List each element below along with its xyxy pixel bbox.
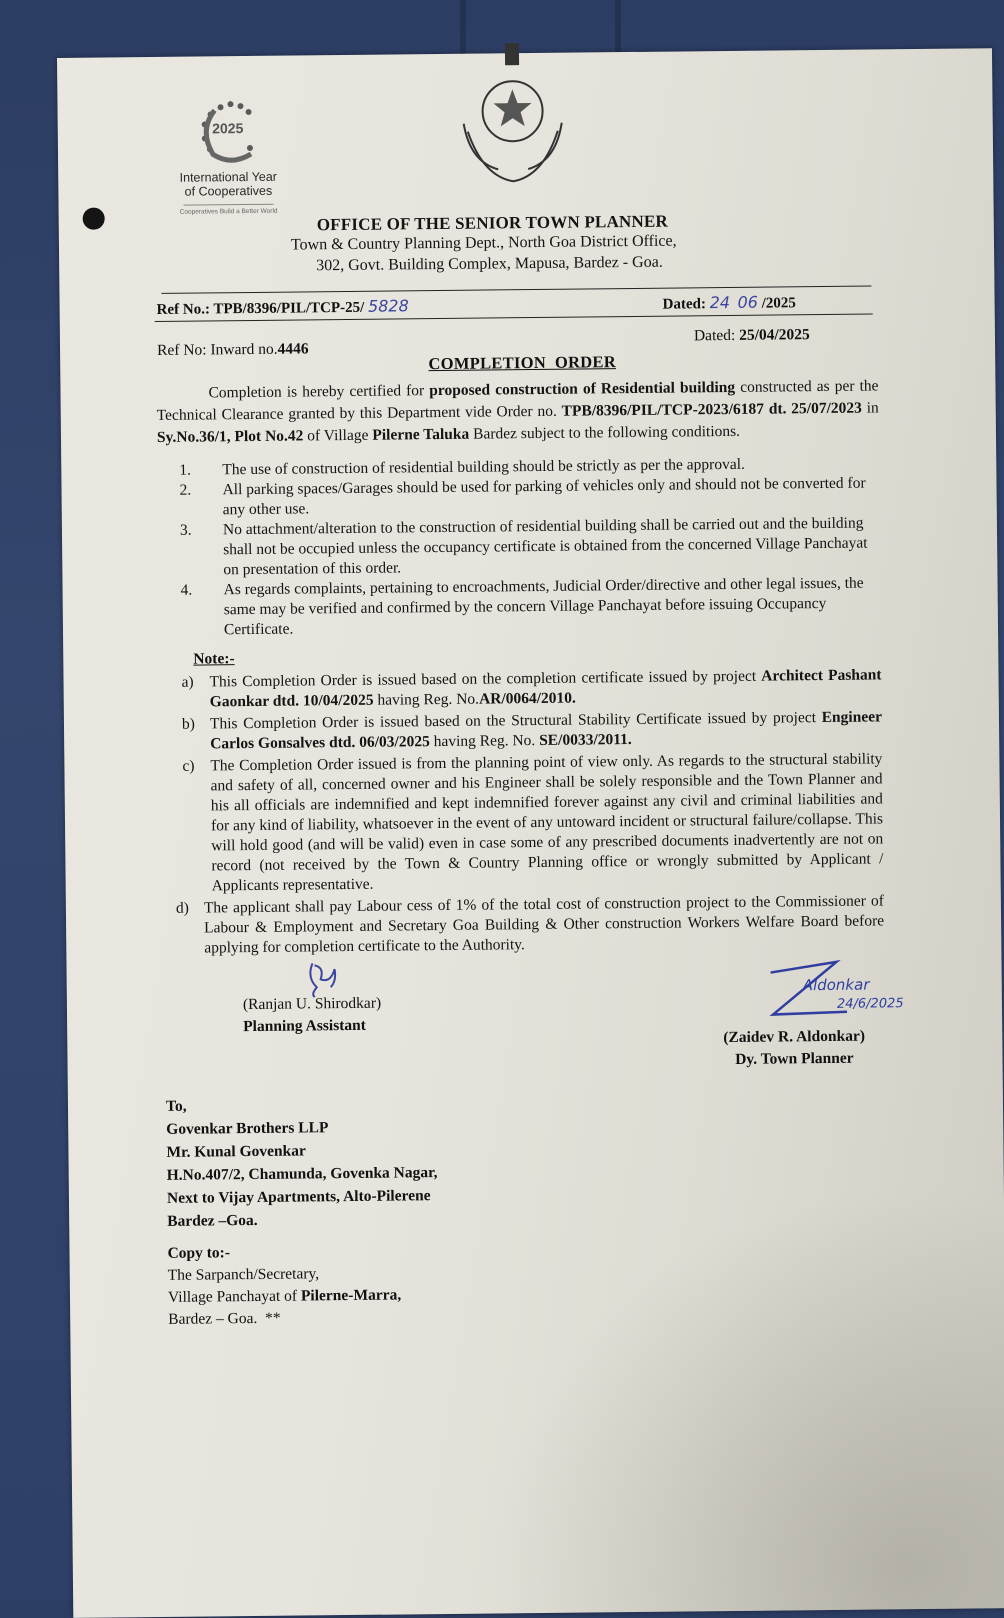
order-reference: TPB/8396/PIL/TCP-2023/6187 dt. 25/07/2023	[561, 399, 862, 420]
background-fold	[615, 0, 621, 60]
iyc-year: 2025	[212, 120, 244, 137]
note-item	[182, 707, 882, 754]
iyc-emblem-icon	[192, 96, 263, 167]
main-content	[156, 349, 904, 1331]
signature-right-text: Aldonkar	[802, 975, 870, 995]
note-item	[176, 891, 885, 958]
document-title: COMPLETION ORDER	[428, 352, 617, 374]
signatory-left	[243, 993, 382, 1038]
note-text: The applicant shall pay Labour cess of 1% of the total cost of construction project to the Commissioner of Labour & Employment and Secretary Goa Building & Other construction Workers Welfare Board before applying for completion certificate to the Authority.	[203, 892, 885, 957]
issue-date	[663, 292, 796, 313]
survey-plot: Sy.No.36/1, Plot No.42	[156, 427, 304, 446]
body-text: in	[861, 399, 879, 417]
condition-text: As regards complaints, pertaining to encroachments, Judicial Order/directive and other legal issues, the same may be verified and confirmed by the concern Village Panchayat before issuing Occupancy Certificate.	[223, 574, 864, 639]
punch-hole	[83, 208, 105, 230]
dated-day: 24	[709, 292, 731, 313]
architect-details: Architect Pashant Gaonkar dtd. 10/04/2025	[209, 666, 882, 711]
condition-number: 4.	[180, 581, 193, 599]
recipient-line: Govenkar Brothers LLP	[166, 1119, 329, 1138]
dated-month: 06	[737, 292, 758, 312]
inward-dated-label: Dated:	[693, 326, 740, 345]
body-text: of Village	[303, 426, 373, 445]
note-text: The Completion Order issued is from the planning point of view only. As regards to the structural stability and safety of all, concerned owner and his Engineer shall be solely responsible and the Town Planner and his all officials are indemnified and kept indemnified forever against any civil and criminal liabilities and for any kind of liability, whatsoever in the event of any untoward incident or structural failure/collapse. This will hold good (and will be valid) even in case some of any prescribed documents inadvertently are not on record (not received by the Town & Country Planning office or wrongly submitted by Applicant / Applicants representative.	[210, 750, 884, 895]
note-text: This Completion Order is issued based on the completion certificate issued by project	[209, 667, 762, 691]
document-page	[57, 48, 1004, 1618]
condition-number: 3.	[179, 521, 192, 539]
note-item	[182, 749, 883, 896]
condition-number: 1.	[179, 461, 192, 479]
copy-to-line: Bardez – Goa. **	[168, 1309, 281, 1328]
iyc-title-line1: International Year	[179, 169, 277, 185]
copy-to-text: Village Panchayat of	[167, 1287, 302, 1306]
recipient-line: H.No.407/2, Chamunda, Govenka Nagar,	[166, 1164, 438, 1184]
engineer-details: Engineer Carlos Gonsalves dtd. 06/03/2025	[210, 708, 883, 753]
note-text: having Reg. No.	[373, 690, 480, 709]
copy-to-village: Pilerne-Marra,	[300, 1286, 402, 1305]
to-label: To,	[165, 1097, 187, 1115]
note-item	[181, 665, 881, 712]
address-line-1: Town & Country Planning Dept., North Goa District Office,	[290, 232, 677, 254]
signature-right-date: 24/6/2025	[836, 996, 904, 1012]
copy-to-line: The Sarpanch/Secretary,	[167, 1265, 320, 1284]
inward-date	[694, 326, 810, 345]
iyc-title-line2: of Cooperatives	[184, 183, 273, 199]
signatory-left-name: (Ranjan U. Shirodkar)	[242, 994, 382, 1014]
signature-row	[162, 955, 904, 1081]
note-letter: a)	[181, 673, 194, 691]
note-heading: Note:-	[193, 650, 235, 668]
condition-item	[180, 513, 881, 580]
body-bold: proposed construction of Residential building	[429, 378, 736, 400]
copy-to-label: Copy to:-	[167, 1244, 231, 1262]
condition-item	[180, 573, 881, 640]
note-letter: b)	[181, 715, 195, 733]
body-text: Completion is hereby certified for	[208, 382, 430, 402]
office-title: OFFICE OF THE SENIOR TOWN PLANNER	[316, 211, 669, 235]
recipient-block	[166, 1087, 887, 1233]
recipient-line: Next to Vijay Apartments, Alto-Pilerene	[166, 1187, 431, 1207]
dated-label: Dated:	[662, 296, 707, 313]
inward-label: Ref No: Inward no.	[156, 340, 278, 359]
village-taluka: Pilerne Taluka	[372, 425, 470, 444]
body-text: constructed as per the Technical Clearance granted by this Department vide Order no.	[156, 377, 879, 424]
inward-number: 4446	[277, 340, 309, 358]
ref-label: Ref No.: TPB/8396/PIL/TCP-25/	[156, 299, 365, 318]
architect-reg-no: AR/0064/2010.	[478, 689, 576, 708]
copy-to-block	[167, 1235, 888, 1331]
condition-text: All parking spaces/Garages should be used for parking of vehicles only and should not be converted for any other use.	[222, 474, 866, 519]
divider	[184, 204, 274, 206]
note-letter: c)	[182, 757, 195, 775]
signatory-right-name: (Zaidev R. Aldonkar)	[723, 1027, 866, 1047]
recipient-line: Bardez –Goa.	[167, 1211, 258, 1230]
signatory-left-designation: Planning Assistant	[243, 1016, 367, 1036]
recipient-line: Mr. Kunal Govenkar	[166, 1142, 306, 1161]
condition-number: 2.	[179, 481, 192, 499]
note-letter: d)	[175, 899, 189, 917]
notes-list	[175, 665, 885, 958]
ref-handwritten: 5828	[367, 296, 409, 316]
iyc-tagline: Cooperatives Build a Better World	[179, 207, 278, 216]
signature-right-icon	[766, 959, 927, 1030]
body-text: Bardez subject to the following conditions.	[469, 422, 741, 443]
reference-number	[157, 296, 409, 319]
government-of-goa-emblem-icon	[457, 41, 569, 192]
address-line-2: 302, Govt. Building Complex, Mapusa, Bardez - Goa.	[316, 253, 663, 275]
engineer-reg-no: SE/0033/2011.	[539, 731, 632, 749]
dated-year: /2025	[761, 295, 796, 312]
condition-text: No attachment/alteration to the construction of residential building shall be carried out and the building shall not be occupied unless the occupancy certificate is obtained from the concerned Village Panchayat on presentation of this order.	[222, 514, 868, 579]
conditions-list	[179, 453, 881, 640]
signatory-right-designation: Dy. Town Planner	[735, 1049, 854, 1068]
condition-text: The use of construction of residential building should be strictly as per the approval.	[222, 455, 745, 479]
note-text: This Completion Order is issued based on the Structural Stability Certificate issued by project	[209, 709, 822, 733]
note-text: having Reg. No.	[429, 731, 540, 751]
inward-dated-value: 25/04/2025	[739, 326, 810, 344]
signatory-right	[723, 1026, 865, 1071]
iyc-logo	[157, 95, 298, 215]
body-paragraph	[156, 375, 879, 449]
